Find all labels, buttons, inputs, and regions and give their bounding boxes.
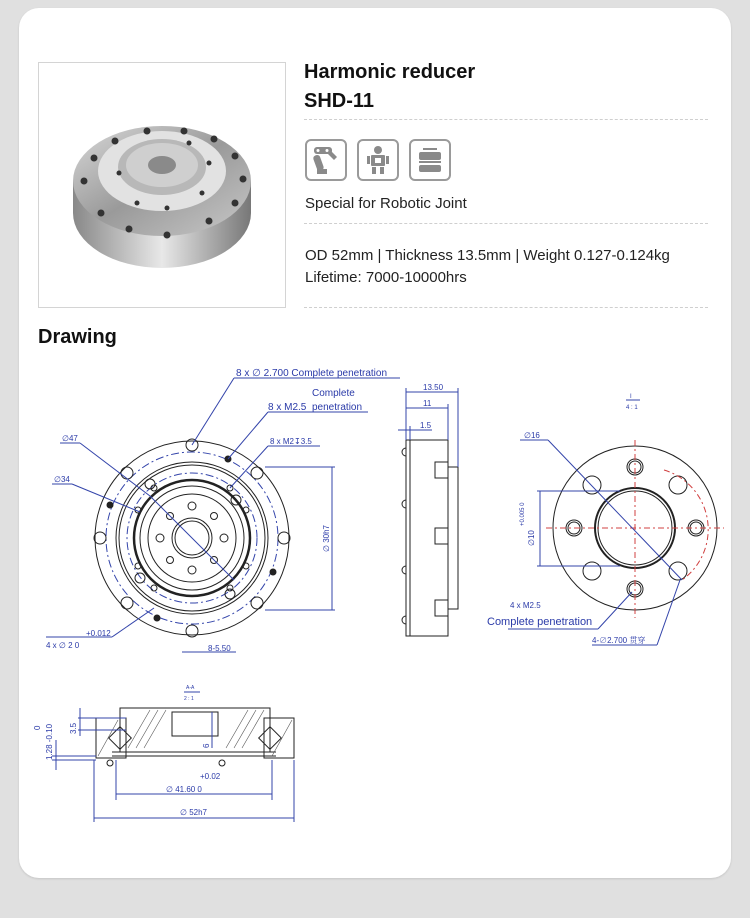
- label-tol-plus: +0.012: [86, 629, 111, 638]
- section-scale-bottom: 2 : 1: [184, 696, 194, 702]
- spec-lifetime: Lifetime: 7000-10000hrs: [305, 269, 467, 286]
- section-scale-top: A-A: [186, 685, 195, 691]
- label-d10: ∅10: [527, 530, 536, 546]
- product-model: SHD-11: [304, 90, 375, 112]
- label-d30: ∅ 30h7: [322, 525, 331, 552]
- label-detail-complete: Complete penetration: [487, 616, 593, 628]
- label-detail-m25: 4 x M2.5: [510, 601, 541, 610]
- label-8-5-50: 8-5.50: [208, 644, 231, 653]
- application-text: Special for Robotic Joint: [305, 195, 467, 212]
- label-d10-tol: +0.005 0: [520, 502, 526, 526]
- dim-tol-plus: +0.02: [200, 772, 221, 781]
- detail-scale-top: I: [630, 394, 632, 400]
- detail-scale-bottom: 4 : 1: [626, 405, 638, 411]
- section-view: [52, 692, 294, 822]
- label-m25: 8 x M2.5: [268, 402, 307, 413]
- dim-1-28: 1.28 -0.10: [45, 723, 54, 760]
- label-detail-holes: 4-∅2.700 贯穿: [592, 636, 646, 645]
- product-title-line1: Harmonic reducer: [304, 61, 476, 83]
- drawing-section-title: Drawing: [38, 326, 117, 348]
- label-penetration: penetration: [312, 402, 363, 413]
- label-holes-top: 8 x ∅ 2.700 Complete penetration: [236, 368, 388, 379]
- label-d34: ∅34: [54, 475, 70, 484]
- dim-13-50: 13.50: [423, 383, 444, 392]
- label-m2: 8 x M2↧3.5: [270, 437, 312, 446]
- dim-1-5: 1.5: [420, 421, 432, 430]
- dim-52h7: ∅ 52h7: [180, 808, 207, 817]
- dim-6: 6: [202, 743, 211, 748]
- dim-11: 11: [423, 399, 432, 408]
- label-complete: Complete: [312, 388, 355, 399]
- front-view: [46, 378, 400, 652]
- dim-3-5: 3.5: [69, 722, 78, 734]
- label-d16: ∅16: [524, 431, 540, 440]
- dim-41-60: ∅ 41.60 0: [166, 785, 202, 794]
- dim-tol-zero: 0: [33, 725, 42, 730]
- spec-dimensions: OD 52mm | Thickness 13.5mm | Weight 0.127-0.124kg: [305, 247, 670, 264]
- label-tol-main: 4 x ∅ 2 0: [46, 641, 80, 650]
- label-d47: ∅47: [62, 434, 78, 443]
